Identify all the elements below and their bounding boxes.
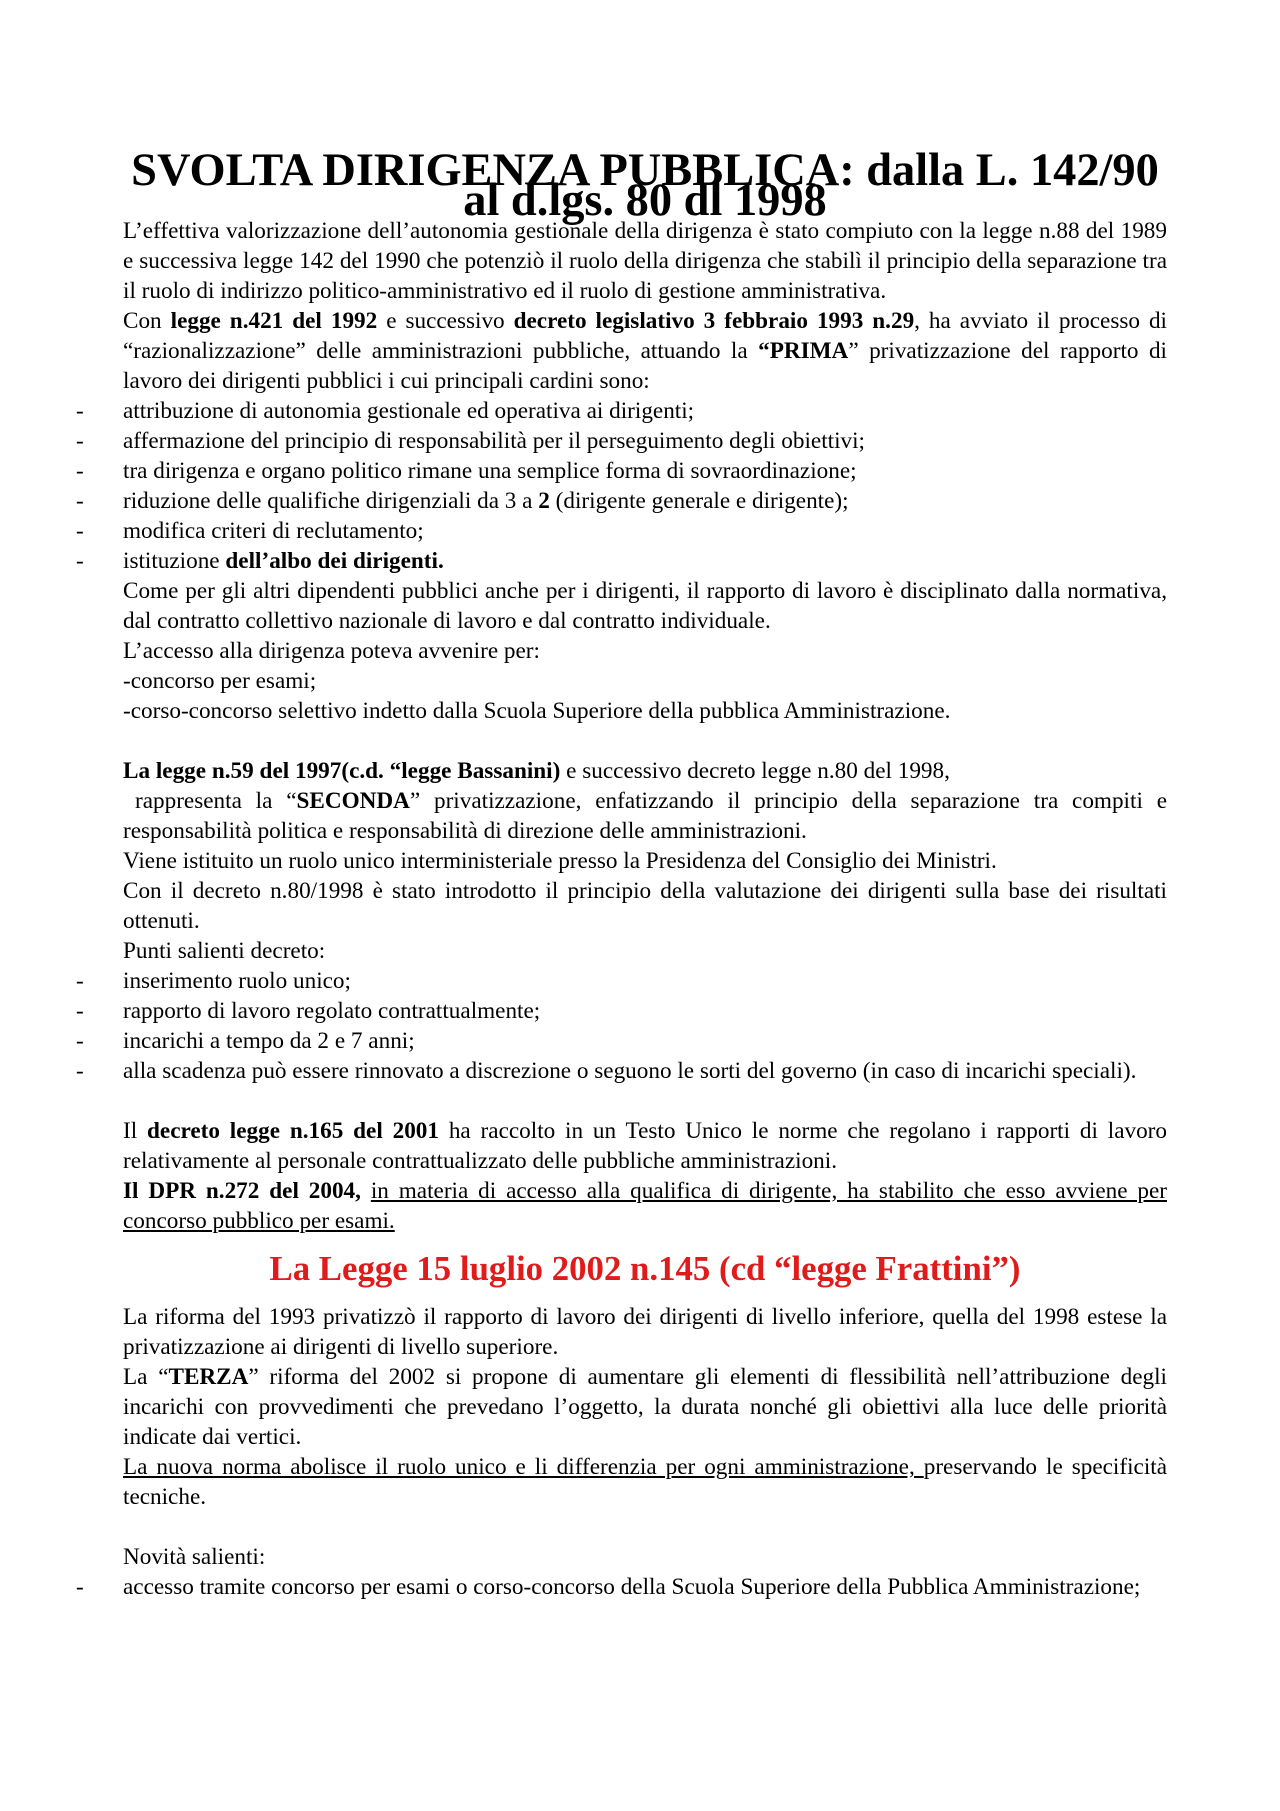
paragraph-single-role: Viene istituito un ruolo unico interministeriale presso la Presidenza del Consiglio dei Ministri.	[123, 848, 997, 874]
list-item: - affermazione del principio di responsabilità per il perseguimento degli obiettivi;	[76, 428, 865, 454]
paragraph-second-privatization: rappresenta la “SECONDA” privatizzazione, enfatizzando il principio della separazione tra compiti e responsabilità politica e responsabilità di direzione delle amministrazioni.	[123, 788, 1167, 844]
paragraph-third-reform: La “TERZA” riforma del 2002 si propone di aumentare gli elementi di flessibilità nell’attribuzione degli incarichi con provvedimenti che prevedano l’oggetto, la durata nonché gli obiettivi alla luce delle priorità indicate dai vertici.	[123, 1364, 1167, 1450]
list-item: - riduzione delle qualifiche dirigenziali da 3 a 2 (dirigente generale e dirigente);	[76, 488, 849, 514]
list-item: - inserimento ruolo unico;	[76, 968, 351, 994]
paragraph-reforms: La riforma del 1993 privatizzò il rapporto di lavoro dei dirigenti di livello inferiore, quella del 1998 estese la privatizzazione ai dirigenti di livello superiore.	[123, 1304, 1167, 1360]
list-item: - accesso tramite concorso per esami o corso-concorso della Scuola Superiore della Pubblica Amministrazione;	[76, 1574, 1141, 1600]
paragraph-dpr: Il DPR n.272 del 2004, in materia di accesso alla qualifica di dirigente, ha stabilito che esso avviene per concorso pubblico per esami.	[123, 1178, 1168, 1234]
list-item: - alla scadenza può essere rinnovato a discrezione o seguono le sorti del governo (in caso di incarichi speciali).	[76, 1058, 1137, 1084]
paragraph-access-course: -corso-concorso selettivo indetto dalla Scuola Superiore della pubblica Amministrazione.	[123, 698, 951, 724]
list-decree-points	[76, 966, 1167, 1086]
list-item: - modifica criteri di reclutamento;	[76, 518, 424, 544]
list-item: - incarichi a tempo da 2 e 7 anni;	[76, 1028, 415, 1054]
paragraph-new-norm: La nuova norma abolisce il ruolo unico e li differenzia per ogni amministrazione, preservando le specificità tecniche.	[123, 1454, 1167, 1510]
paragraph-key-points: Punti salienti decreto:	[123, 938, 326, 964]
page-title: SVOLTA DIRIGENZA PUBBLICA: dalla L. 142/90 al d.lgs. 80 dl 1998	[131, 145, 1159, 226]
paragraph-bassanini: La legge n.59 del 1997(c.d. “legge Bassanini) e successivo decreto legge n.80 del 1998,	[123, 758, 950, 784]
paragraph-employment: Come per gli altri dipendenti pubblici anche per i dirigenti, il rapporto di lavoro è disciplinato dalla normativa, dal contratto collettivo nazionale di lavoro e dal contratto individuale.	[123, 578, 1167, 634]
list-item: - attribuzione di autonomia gestionale ed operativa ai dirigenti;	[76, 398, 695, 424]
list-first-reform	[76, 396, 1167, 576]
paragraph-access: L’accesso alla dirigenza poteva avvenire per:	[123, 638, 540, 664]
paragraph-access-exam: -concorso per esami;	[123, 668, 317, 694]
paragraph-testo-unico: Il decreto legge n.165 del 2001 ha raccolto in un Testo Unico le norme che regolano i rapporti di lavoro relativamente al personale contrattualizzato delle pubbliche amministrazioni.	[123, 1118, 1167, 1174]
list-item: - rapporto di lavoro regolato contrattualmente;	[76, 998, 541, 1024]
paragraph-novelties: Novità salienti:	[123, 1544, 266, 1570]
paragraph-first-privatization: Con legge n.421 del 1992 e successivo decreto legislativo 3 febbraio 1993 n.29, ha avviato il processo di “razionalizzazione” delle amministrazioni pubbliche, attuando la “PRIMA” privatizzazione del rapporto di lavoro dei dirigenti pubblici i cui principali cardini sono:	[123, 308, 1167, 394]
list-novelties	[76, 1572, 1167, 1602]
paragraph-intro: L’effettiva valorizzazione dell’autonomia gestionale della dirigenza è stato compiuto con la legge n.88 del 1989 e successiva legge 142 del 1990 che potenziò il ruolo della dirigenza che stabilì il principio della separazione tra il ruolo di indirizzo politico-amministrativo ed il ruolo di gestione amministrativa.	[123, 218, 1167, 304]
list-item: - tra dirigenza e organo politico rimane una semplice forma di sovraordinazione;	[76, 458, 857, 484]
section-title-frattini: La Legge 15 luglio 2002 n.145 (cd “legge Frattini”)	[269, 1249, 1021, 1288]
paragraph-evaluation: Con il decreto n.80/1998 è stato introdotto il principio della valutazione dei dirigenti sulla base dei risultati ottenuti.	[123, 878, 1167, 934]
list-item: - istituzione dell’albo dei dirigenti.	[76, 548, 444, 574]
